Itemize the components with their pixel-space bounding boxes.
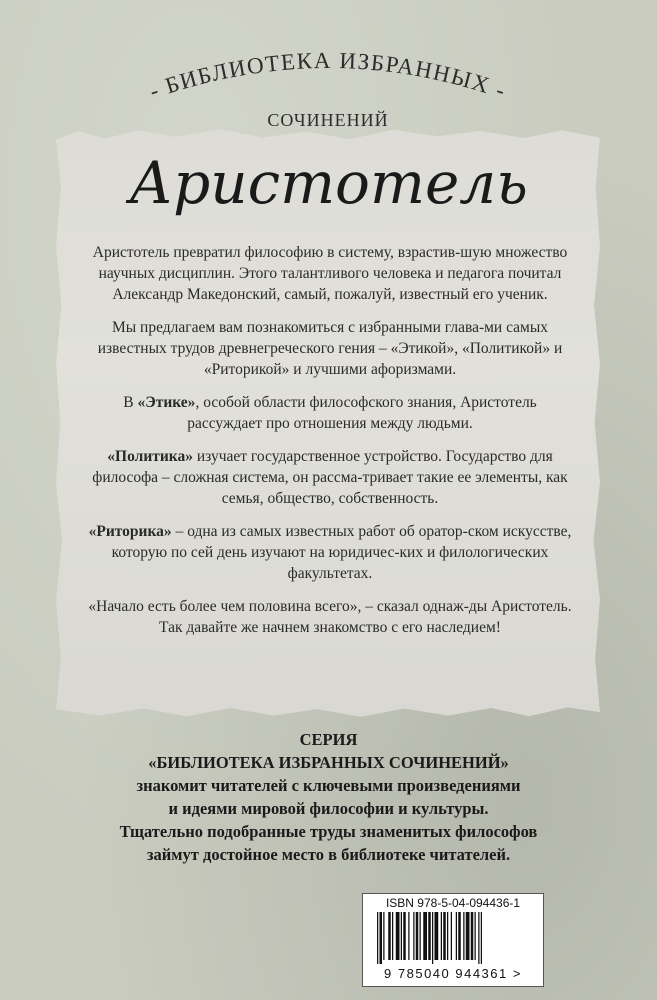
text-run: , особой области философского знания, Аристотель рассуждает про отношения между людьми. (187, 394, 537, 432)
description-text (84, 242, 576, 650)
barcode-bar (423, 912, 427, 960)
barcode-bar (416, 912, 419, 960)
barcode-bar (478, 912, 479, 964)
text-run: «Начало есть более чем половина всего», – сказал однаж-ды Аристотель. Так давайте же начнем знакомство с его наследием! (88, 598, 572, 636)
barcode-bar (451, 912, 452, 960)
barcode-bar (435, 912, 439, 960)
barcode-bar (447, 912, 448, 960)
series-line-4: и идеями мировой философии и культуры. (168, 799, 489, 818)
isbn-label: ISBN 978-5-04-094436-1 (385, 896, 521, 910)
text-run: Мы предлагаем вам познакомиться с избранными глава-ми самых известных трудов древнегреческого гения – «Этикой», «Политикой» и «Риторикой» и лучшими афоризмами. (97, 319, 563, 378)
paragraph-1 (84, 242, 576, 305)
barcode-bar (413, 912, 414, 960)
bold-title-run: «Политика» (107, 448, 193, 465)
barcode-bar (388, 912, 391, 960)
barcode-bar (441, 912, 442, 960)
barcode-bar (471, 912, 474, 960)
book-title: Аристотель (129, 149, 528, 217)
paragraph-4 (84, 446, 576, 509)
series-header (0, 28, 657, 138)
barcode-bar (428, 912, 431, 960)
barcode-bar (396, 912, 400, 960)
text-run: Аристотель превратил философию в систему, взрастив-шую множество научных дисциплин. Этого талантливого человека и педагога почитал Александр Македонский, самый, пожалуй, известный его ученик. (92, 244, 568, 303)
text-run: В (123, 394, 138, 411)
barcode-bar (443, 912, 446, 960)
paragraph-6 (84, 596, 576, 638)
series-line-5: Тщательно подобранные труды знаменитых философов (119, 822, 538, 841)
isbn-barcode (362, 893, 544, 987)
series-line-1: СЕРИЯ (299, 730, 358, 749)
barcode-bars (375, 912, 531, 964)
barcode-bar (401, 912, 402, 960)
series-line-2: «БИБЛИОТЕКА ИЗБРАННЫХ СОЧИНЕНИЙ» (148, 753, 509, 772)
bold-title-run: «Этике» (137, 394, 196, 411)
barcode-bar (383, 912, 384, 960)
barcode-bar (456, 912, 457, 960)
text-run: изучает государственное устройство. Государство для философа – сложная система, он рассма-тривает такие ее элементы, как семья, общество, собственность. (92, 448, 568, 507)
barcode-bar (466, 912, 470, 960)
series-line-6: займут достойное место в библиотеке читателей. (146, 845, 511, 864)
series-header-line2: СОЧИНЕНИЙ (267, 110, 389, 130)
barcode-bar (380, 912, 383, 964)
paragraph-3 (84, 392, 576, 434)
barcode-bar (408, 912, 409, 960)
text-run: – одна из самых известных работ об оратор-ском искусстве, которую по сей день изучают на юридичес-ких и филологических факультетах. (111, 523, 572, 582)
barcode-bar (475, 912, 476, 960)
barcode-bar (420, 912, 421, 960)
bold-title-run: «Риторика» (88, 523, 172, 540)
barcode-bar (392, 912, 393, 960)
paragraph-2 (84, 317, 576, 380)
barcode-bar (458, 912, 461, 960)
barcode-digits: 9 785040 944361 > (384, 966, 522, 981)
barcode-bar (432, 912, 433, 964)
paragraph-5 (84, 521, 576, 584)
series-description (40, 728, 617, 866)
series-line-3: знакомит читателей с ключевыми произведениями (136, 776, 521, 795)
barcode-bar (403, 912, 406, 960)
series-header-line1: - БИБЛИОТЕКА ИЗБРАННЫХ - (146, 47, 510, 104)
barcode-bar (481, 912, 482, 964)
barcode-bar (377, 912, 378, 964)
barcode-bar (463, 912, 464, 960)
